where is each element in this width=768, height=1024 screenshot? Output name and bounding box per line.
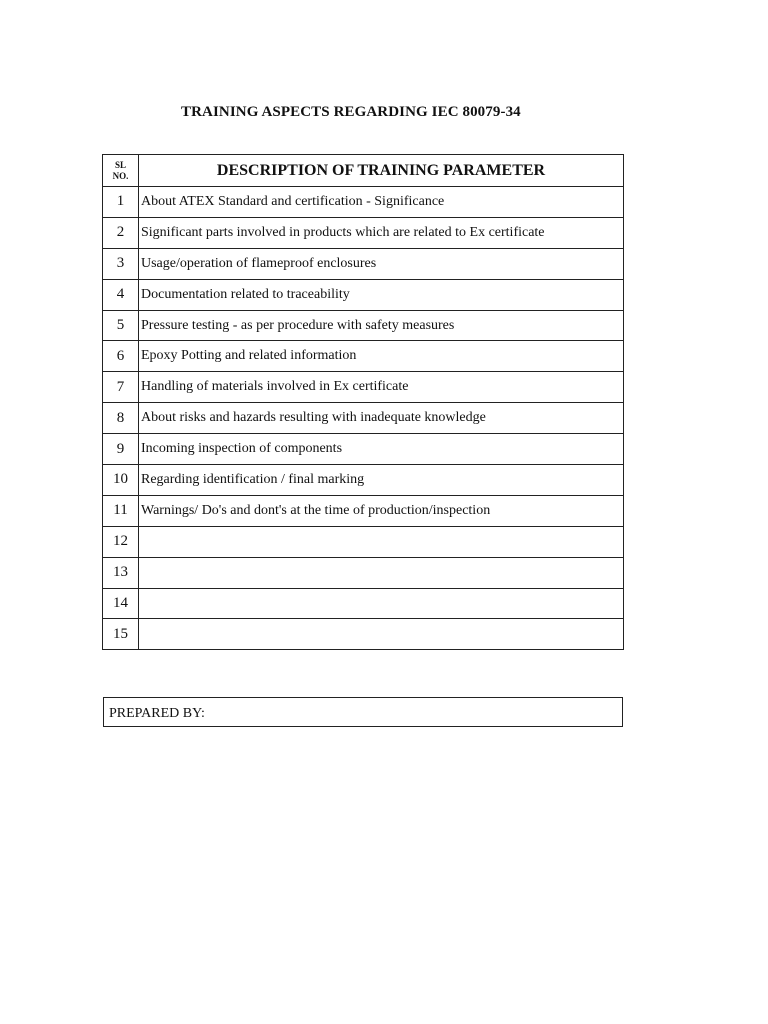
description-cell: Documentation related to traceability [139, 279, 624, 310]
table-row [103, 495, 624, 526]
table-row [103, 465, 624, 496]
description-cell [139, 557, 624, 588]
sl-number-cell: 8 [103, 403, 139, 434]
table-row [103, 310, 624, 341]
sl-number-cell: 10 [103, 465, 139, 496]
sl-number-cell: 9 [103, 434, 139, 465]
description-cell: Significant parts involved in products which are related to Ex certificate [139, 217, 624, 248]
table-row [103, 588, 624, 619]
description-cell [139, 526, 624, 557]
sl-header-line2: NO. [112, 170, 129, 181]
prepared-by-box [103, 697, 623, 727]
table-row [103, 217, 624, 248]
sl-number-cell: 2 [103, 217, 139, 248]
sl-number-cell: 1 [103, 187, 139, 218]
description-cell: Warnings/ Do's and dont's at the time of production/inspection [139, 495, 624, 526]
sl-number-cell: 7 [103, 372, 139, 403]
table-row [103, 341, 624, 372]
sl-number-cell: 14 [103, 588, 139, 619]
table-row [103, 248, 624, 279]
description-cell: About ATEX Standard and certification - Significance [139, 187, 624, 218]
sl-number-cell: 5 [103, 310, 139, 341]
description-cell: Handling of materials involved in Ex certificate [139, 372, 624, 403]
table-row [103, 434, 624, 465]
sl-number-cell: 3 [103, 248, 139, 279]
table-row [103, 526, 624, 557]
table-row [103, 619, 624, 650]
table-row [103, 187, 624, 218]
table-row [103, 279, 624, 310]
description-cell: Usage/operation of flameproof enclosures [139, 248, 624, 279]
table-row [103, 372, 624, 403]
document-title: TRAINING ASPECTS REGARDING IEC 80079-34 [181, 104, 521, 120]
description-cell: Regarding identification / final marking [139, 465, 624, 496]
sl-number-cell: 12 [103, 526, 139, 557]
sl-number-cell: 11 [103, 495, 139, 526]
prepared-by-label: PREPARED BY: [109, 706, 205, 721]
sl-number-cell: 15 [103, 619, 139, 650]
sl-number-cell: 13 [103, 557, 139, 588]
description-cell [139, 588, 624, 619]
sl-number-cell: 6 [103, 341, 139, 372]
table-row [103, 403, 624, 434]
table-header-row [103, 155, 624, 187]
description-header: DESCRIPTION OF TRAINING PARAMETER [139, 155, 624, 187]
table-row [103, 557, 624, 588]
description-cell: About risks and hazards resulting with inadequate knowledge [139, 403, 624, 434]
sl-number-cell: 4 [103, 279, 139, 310]
sl-no-header [103, 155, 139, 187]
training-parameters-table [102, 154, 624, 650]
description-cell [139, 619, 624, 650]
sl-header-line1: SL [114, 159, 126, 170]
description-cell: Incoming inspection of components [139, 434, 624, 465]
description-cell: Pressure testing - as per procedure with safety measures [139, 310, 624, 341]
description-cell: Epoxy Potting and related information [139, 341, 624, 372]
